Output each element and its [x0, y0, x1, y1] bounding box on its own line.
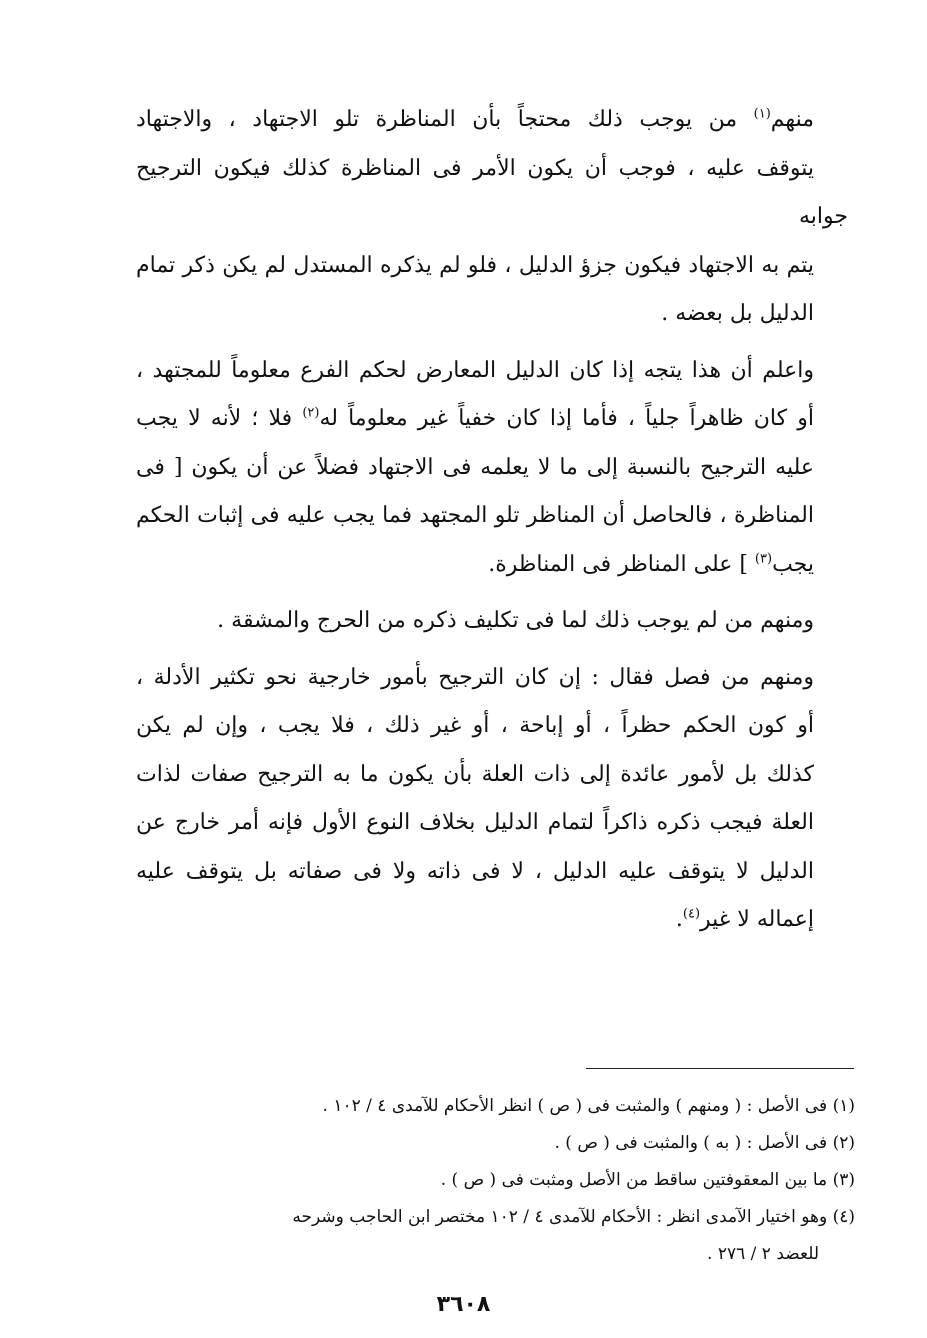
- text-line: ومنهم من لم يوجب ذلك لما فى تكليف ذكره من الحرج والمشقة .: [217, 608, 814, 633]
- text-line: يتم به الاجتهاد فيكون جزؤ الدليل ، فلو لم يذكره المستدل لم يكن ذكر تمام: [136, 252, 814, 278]
- footnote-ref-1[interactable]: (١): [753, 106, 771, 122]
- footnotes: [150, 1088, 855, 1273]
- text-line: أو كان ظاهراً جلياً ، فأما إذا كان خفياً غير معلوماً له$^{(٢)}$ فلا ؛ لأنه لا يجب: [136, 405, 814, 431]
- footnote-ref-3[interactable]: (٣): [754, 551, 773, 567]
- footnote-3: (٣) ما بين المعقوفتين ساقط من الأصل ومثبت فى ( ص ) .: [440, 1170, 855, 1190]
- main-text: [136, 96, 848, 953]
- text-line: منهم$^{(١)}$ من يوجب ذلك محتجاً بأن المناظرة تلو الاجتهاد ، والاجتهاد: [136, 106, 814, 132]
- text-line: العلة فيجب ذكره ذاكراً لتمام الدليل بخلاف النوع الأول فإنه أمر خارج عن: [136, 810, 814, 835]
- footnote-4: (٤) وهو اختيار الآمدى انظر : الأحكام للآمدى ٤ / ١٠٢ مختصر ابن الحاجب وشرحه: [292, 1207, 855, 1227]
- text-line: عليه الترجيح بالنسبة إلى ما لا يعلمه فى الاجتهاد فضلاً عن أن يكون [ فى: [136, 454, 814, 480]
- footnote-ref-2[interactable]: (٢): [302, 405, 320, 421]
- footnote-2: (٢) فى الأصل : ( به ) والمثبت فى ( ص ) .: [554, 1133, 855, 1153]
- text-line: كذلك بل لأمور عائدة إلى ذات العلة بأن يكون ما به الترجيح صفات لذات: [136, 761, 814, 787]
- footnote-divider: [586, 1068, 854, 1069]
- text-line: أو كون الحكم حظراً ، أو إباحة ، أو غير ذلك ، فلا يجب ، وإن لم يكن: [136, 713, 814, 738]
- paragraph-3: [136, 597, 848, 646]
- footnote-ref-4[interactable]: (٤): [682, 906, 701, 922]
- text-line: إعماله لا غير$^{(٤)}$.: [675, 906, 814, 932]
- text-line: يتوقف عليه ، فوجب أن يكون الأمر فى المناظرة كذلك فيكون الترجيح جوابه: [136, 155, 848, 229]
- footnote-4-continued: للعضد ٢ / ٢٧٦ .: [707, 1244, 819, 1264]
- text-line: الدليل بل بعضه .: [661, 301, 814, 326]
- text-line: الدليل لا يتوقف عليه الدليل ، لا فى ذاته ولا فى صفاته بل يتوقف عليه: [136, 858, 814, 884]
- text-line: يجب$^{(٣)}$ ] على المناظر فى المناظرة.: [488, 551, 814, 577]
- paragraph-1: [136, 96, 848, 339]
- page-number: ٣٦٠٨: [436, 1292, 491, 1317]
- paragraph-4: [136, 654, 848, 945]
- text-line: المناظرة ، فالحاصل أن المناظر تلو المجتهد فما يجب عليه فى إثبات الحكم: [136, 503, 814, 528]
- text-line: واعلم أن هذا يتجه إذا كان الدليل المعارض لحكم الفرع معلوماً للمجتهد ،: [136, 357, 814, 383]
- footnote-1: (١) فى الأصل : ( ومنهم ) والمثبت فى ( ص ) انظر الأحكام للآمدى ٤ / ١٠٢ .: [322, 1096, 855, 1116]
- text-line: ومنهم من فصل فقال : إن كان الترجيح بأمور خارجية نحو تكثير الأدلة ،: [136, 664, 814, 690]
- paragraph-2: [136, 347, 848, 590]
